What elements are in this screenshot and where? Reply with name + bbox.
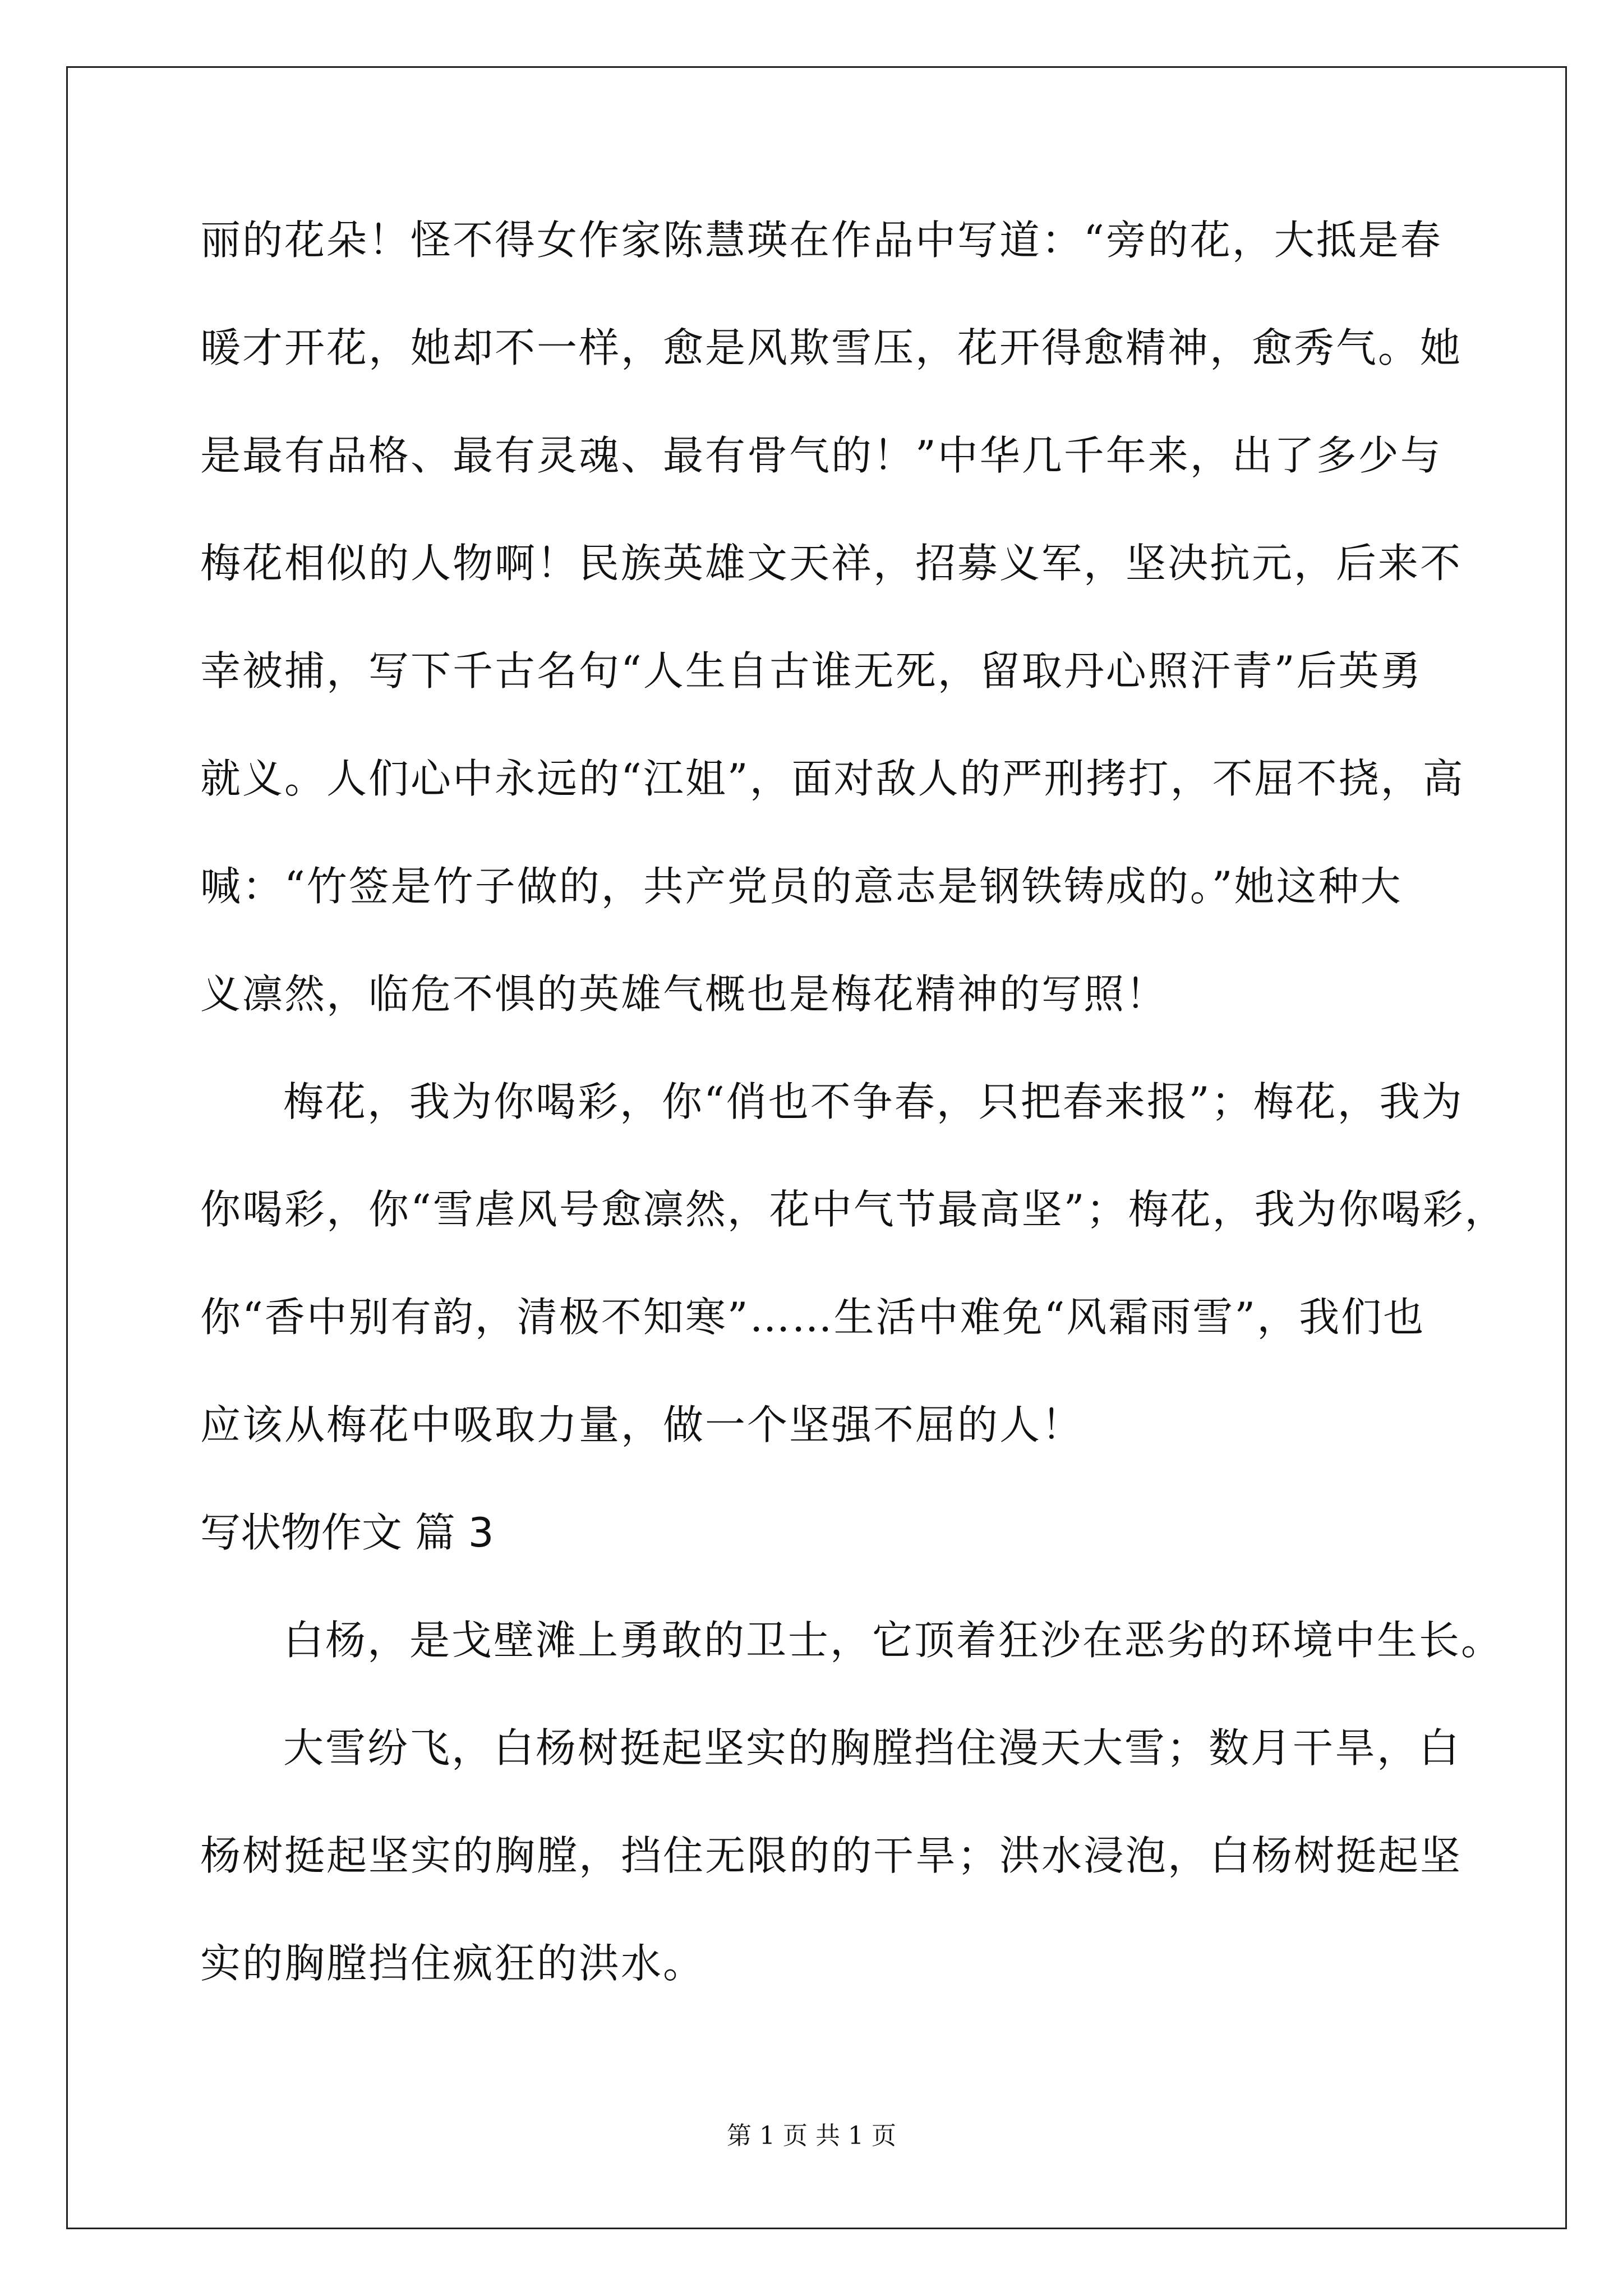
paragraph-line: 应该从梅花中吸取力量，做一个坚强不屈的人！ — [200, 1401, 1084, 1448]
paragraph-line: 幸被捕，写下千古名句“人生自古谁无死，留取丹心照汗青”后英勇 — [200, 647, 1423, 694]
paragraph-line: 梅花，我为你喝彩，你“俏也不争春，只把春来报”；梅花，我为 — [283, 1078, 1464, 1125]
paragraph-line: 就义。人们心中永远的“江姐”，面对敌人的严刑拷打，不屈不挠，高 — [200, 755, 1465, 802]
paragraph-line: 丽的花朵！怪不得女作家陈慧瑛在作品中写道：“旁的花，大抵是春 — [200, 217, 1442, 264]
paragraph-line: 杨树挺起坚实的胸膛，挡住无限的的干旱；洪水浸泡，白杨树挺起坚 — [200, 1832, 1463, 1879]
paragraph-line: 是最有品格、最有灵魂、最有骨气的！”中华几千年来，出了多少与 — [200, 432, 1442, 479]
paragraph-line: 白杨，是戈壁滩上勇敢的卫士，它顶着狂沙在恶劣的环境中生长。 — [283, 1617, 1504, 1664]
paragraph-line: 喊：“竹签是竹子做的，共产党员的意志是钢铁铸成的。”她这种大 — [200, 863, 1403, 910]
page-footer: 第 1 页 共 1 页 — [727, 2122, 896, 2150]
paragraph-line: 你喝彩，你“雪虐风号愈凛然，花中气节最高坚”；梅花，我为你喝彩， — [200, 1186, 1507, 1233]
paragraph-line: 义凛然，临危不惧的英雄气概也是梅花精神的写照！ — [200, 970, 1168, 1018]
paragraph-line: 你“香中别有韵，清极不知寒”……生活中难免“风霜雨雪”，我们也 — [200, 1294, 1426, 1341]
document-body — [200, 213, 1507, 2044]
paragraph-line: 实的胸膛挡住疯狂的洪水。 — [200, 1940, 706, 1987]
paragraph-line: 大雪纷飞，白杨树挺起坚实的胸膛挡住漫天大雪；数月干旱，白 — [283, 1724, 1461, 1772]
paragraph-line: 梅花相似的人物啊！民族英雄文天祥，招募义军，坚决抗元，后来不 — [200, 540, 1463, 587]
section-heading: 写状物作文 篇 3 — [200, 1509, 494, 1556]
paragraph-line: 暖才开花，她却不一样，愈是风欺雪压，花开得愈精神，愈秀气。她 — [200, 324, 1463, 371]
